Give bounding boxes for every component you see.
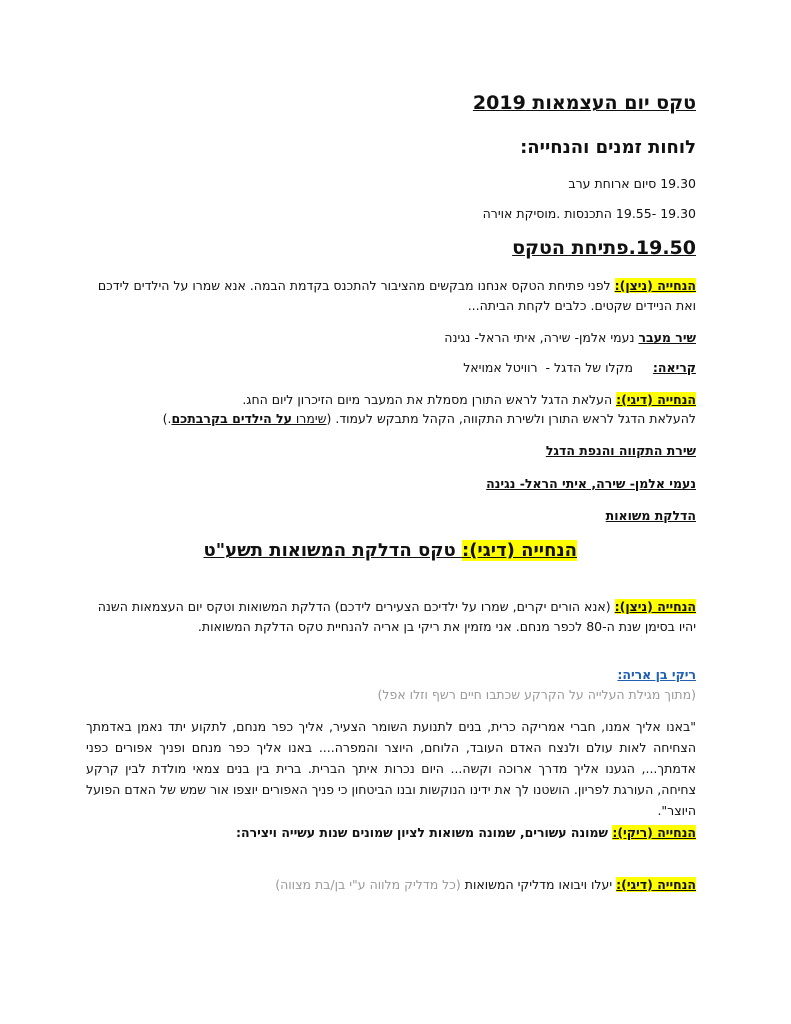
host-tag: הנחייה (ניצן): [614,599,696,614]
section-text: מקלו של הדגל - רוויטל אמויאל [463,360,653,375]
host-tag: הנחייה (דיגי): [462,540,577,561]
section-label: שיר מעבר [638,330,696,345]
song-transition [86,328,696,348]
heading-text: טקס הדלקת המשואות תשע"ט [203,540,462,561]
host-tag: הנחייה (דיגי): [616,877,696,892]
text-run: על הילדים בקרבתכם [171,411,292,426]
performers: נעמי אלמן- שירה, איתי הראל- נגינה [486,476,696,491]
host-tag: הנחייה (ריקי): [612,825,696,840]
paragraph-text: יעלו ויבואו מדליקי המשואות [460,877,617,892]
paragraph-text: ואת הניידים שקטים. כלבים לקחת הביתה... [467,298,696,313]
quote-source: (מתוך מגילת העלייה על הקרקע שכתבו חיים רשף וזלו אפל) [377,687,696,702]
torches-heading: הדלקת משואות [605,508,696,523]
schedule-item: 19.30 סיום ארוחת ערב [568,176,696,191]
paragraph-ricky [86,823,696,843]
paragraph-opening [86,276,696,296]
paragraph-text: שמונה עשורים, שמונה משואות לציון שמונים שנות עשייה ויצירה: [236,825,613,840]
host-tag: הנחייה (דיגי): [616,392,696,407]
host-tag: הנחייה (ניצן): [614,278,696,293]
paragraph-torch-lighters [86,875,696,895]
opening-heading: 19.50.פתיחת הטקס [512,237,696,259]
paragraph-flag [86,390,696,410]
paragraph-note: (כל מדליק מלווה ע"י בן/בת מצווה) [275,877,461,892]
text-run: .) [162,411,172,426]
schedule-item: 19.30 -19.55 התכנסות .מוסיקת אוירה [482,206,696,221]
reading [86,358,696,378]
section-label: קריאה: [652,360,696,375]
text-run: להעלאת הדגל לראש התורן ולשירת התקווה, הקהל מתבקש לעמוד. ( [326,411,696,426]
paragraph-intro [86,597,696,617]
quote-text: "באנו אליך אמנו, חברי אמריקה כרית, בנים לתנועת השומר הצעיר, אליך כפר מנחם, לתקוע יתד נאמן באדמתך הצחיחה לאות עולם ולנצח האדם העובד, הלוחם, היוצר והמפרה.... באנו אליך כפר מנחם ופניך אפורים כפני אדמתך..., הגענו אליך מדרך ארוכה וקשה... היום נכרות איתך הברית. ברית בין בנים צמאי מולדת לבין קרקע צחיחה, העורגת לפריון. הושטנו לך את ידינו הנוקשות ובנו הביטחון כי פניך האפורים יוצפו אור שמש של האדם הפועל היוצר". [86,719,696,818]
paragraph-text: לפני פתיחת הטקס אנחנו מבקשים מהציבור להתכנס בקדמת הבמה. אנא שמרו על הילדים לידכם [97,278,615,293]
paragraph-text [86,409,696,429]
section-text: נעמי אלמן- שירה, איתי הראל- נגינה [444,330,639,345]
schedule-heading: לוחות זמנים והנחייה: [520,137,696,158]
paragraph-text: (אנא הורים יקרים, שמרו על ילדיכם הצעירים לידכם) הדלקת המשואות וטקס יום העצמאות השנה [97,599,615,614]
speaker-name: ריקי בן אריה: [617,667,696,682]
paragraph-text: יהיו בסימן שנת ה-80 לכפר מנחם. אני מזמין את ריקי בן אריה להנחיית טקס הדלקת המשואות. [197,619,696,634]
page-title: טקס יום העצמאות 2019 [472,92,696,114]
paragraph-text: העלאת הדגל לראש התורן מסמלת את המעבר מיום הזיכרון ליום החג. [242,392,617,407]
hatikva-heading: שירת התקווה והנפת הדגל [545,443,696,458]
text-run: שימרו [291,411,327,426]
torch-ceremony-heading [77,540,577,561]
